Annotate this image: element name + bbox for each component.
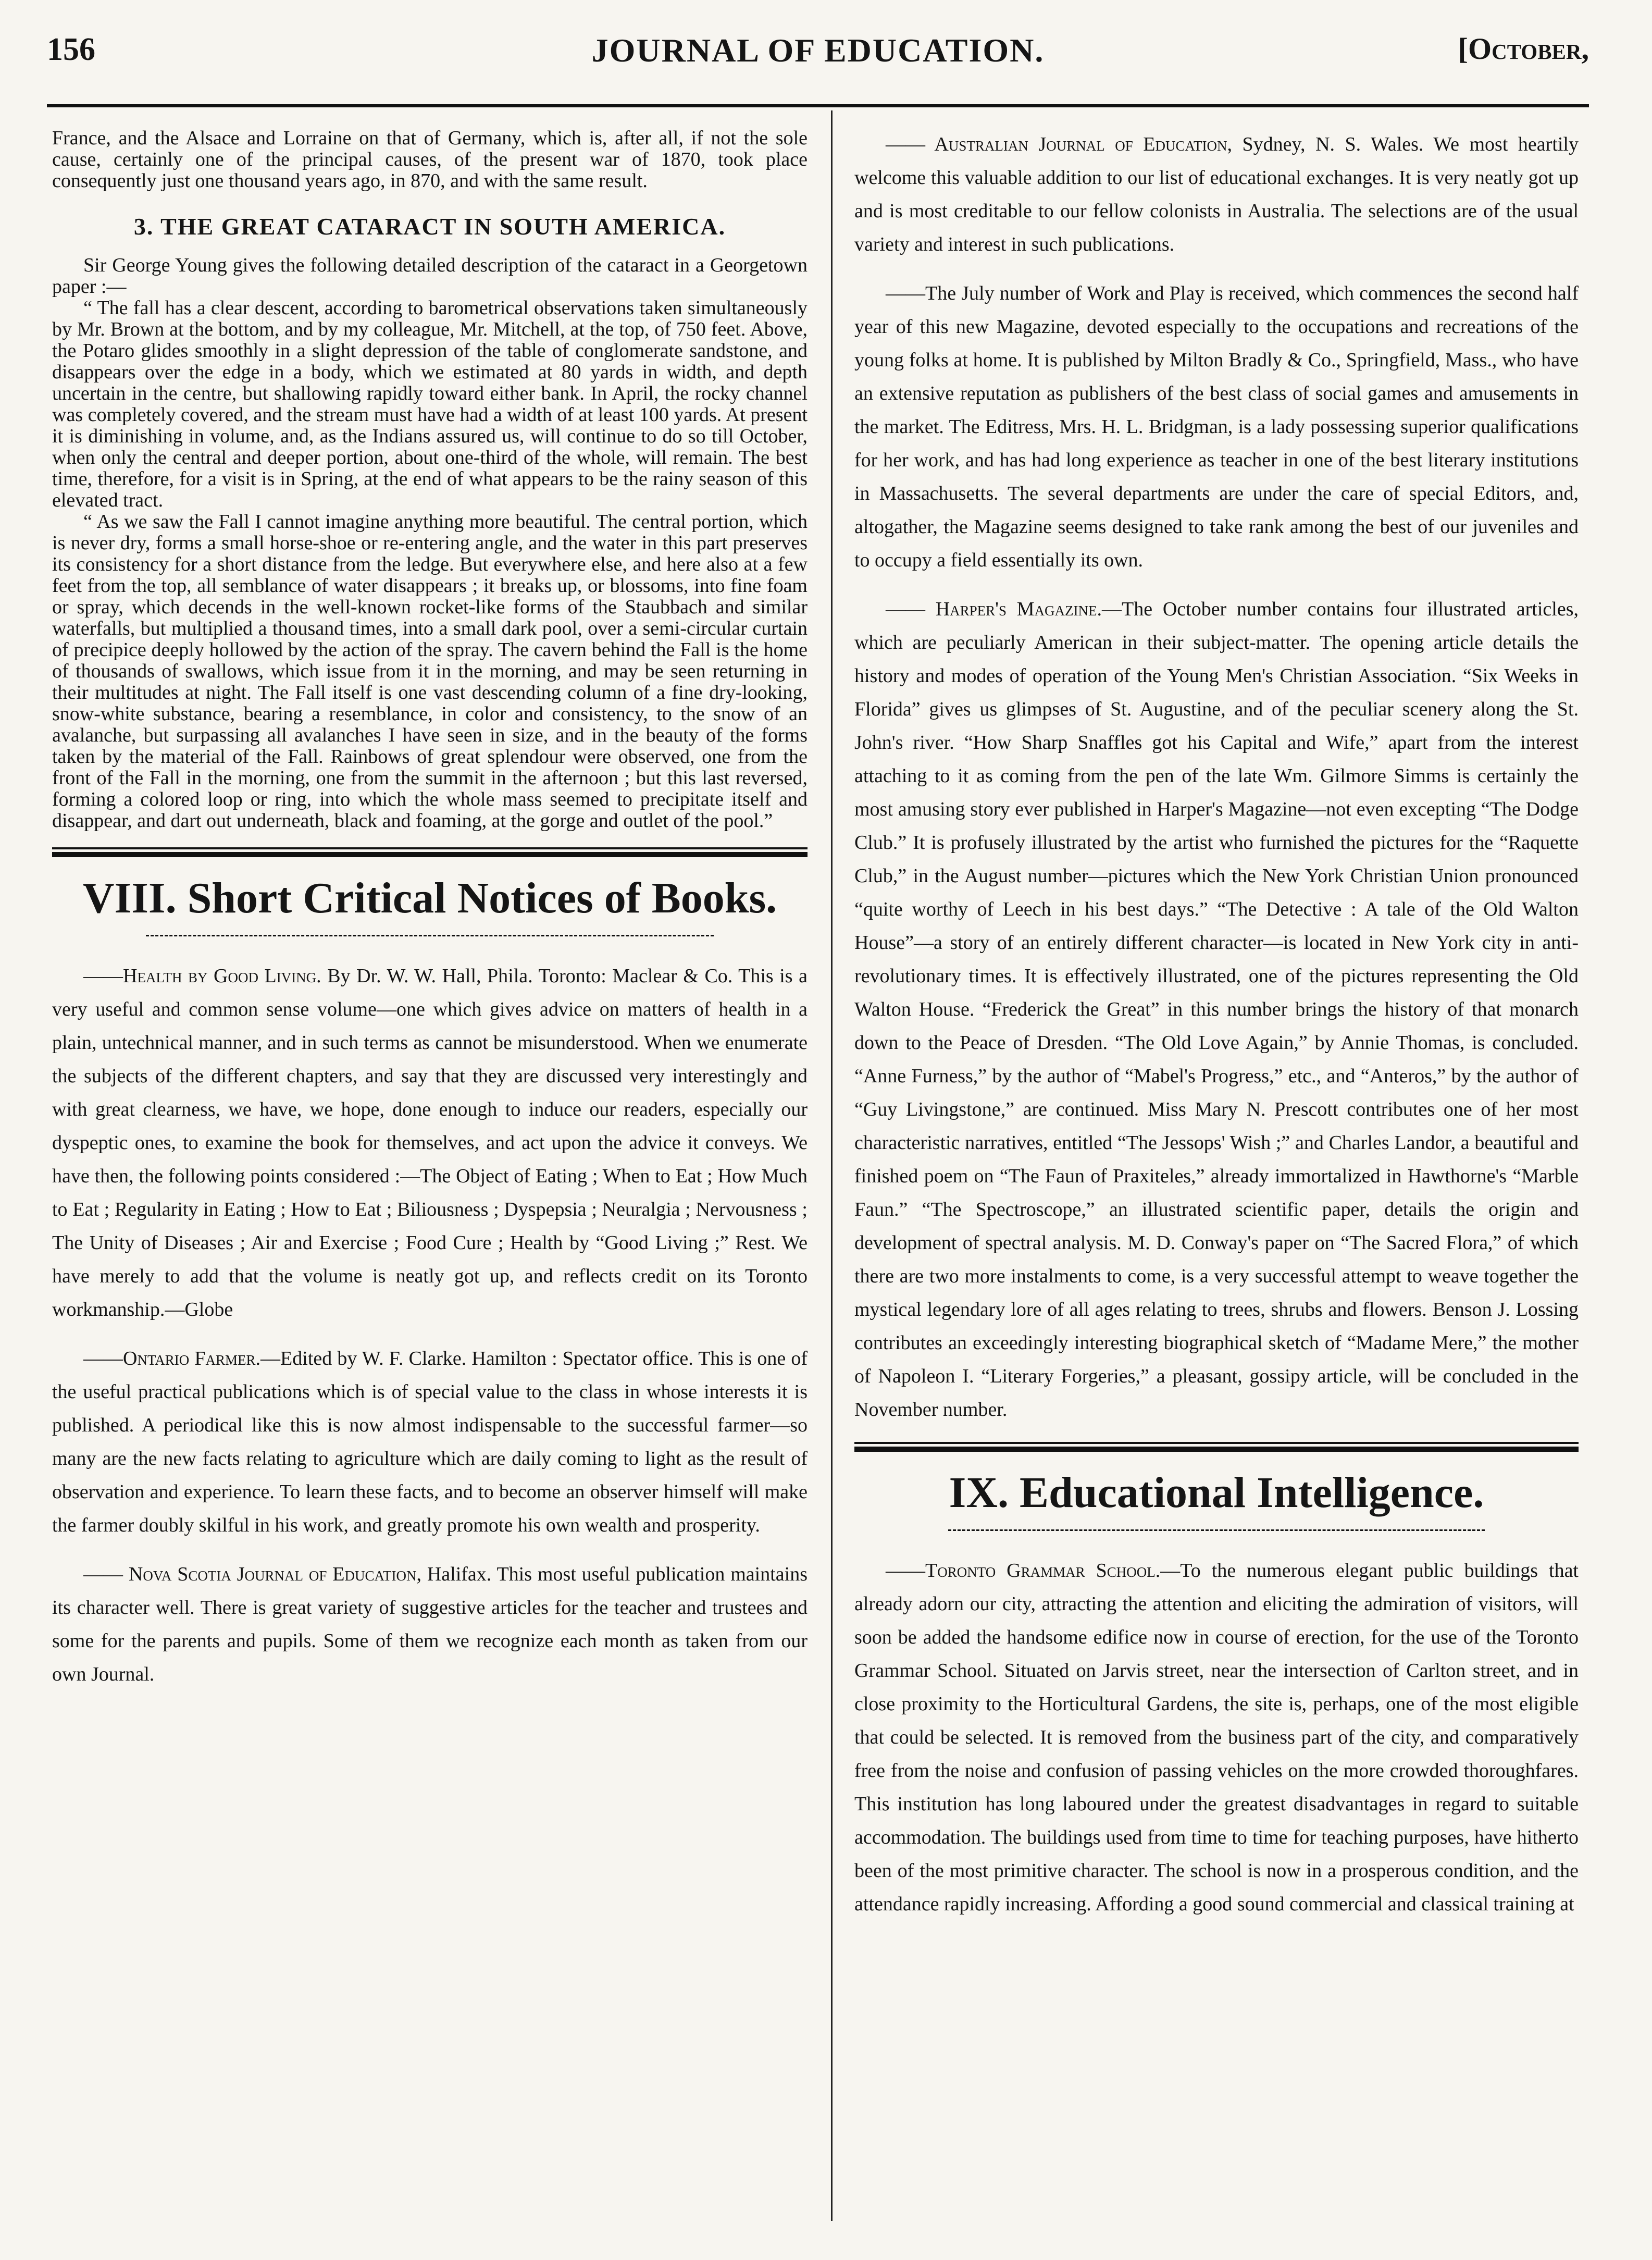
section-rule	[854, 1442, 1579, 1444]
notice-text: —To the numerous elegant public buildings that already adorn our city, attracting the attention and eliciting the admiration of visitors, will soon be added the handsome edifice now in course of erection, for the use of the Toronto Grammar School. Situated on Jarvis street, near the intersection of Carlton street, and in close proximity to the Horticultural Gardens, the site is, perhaps, one of the most eligible that could be selected. It is removed from the business part of the city, and comparatively free from the noise and confusion of passing vehicles on the more crowded thoroughfares. This institution has long laboured under the greatest disadvantages in regard to suitable accommodation. The buildings used from time to time for teaching purposes, have hitherto been of the most primitive character. The school is now in a prosperous condition, and the attendance rapidly increasing. Affording a good sound commercial and classical training at	[854, 1560, 1579, 1915]
chapter-title-viii: VIII. Short Critical Notices of Books.	[82, 874, 777, 922]
chapter-rule	[948, 1529, 1485, 1531]
notice-text: By Dr. W. W. Hall, Phila. Toronto: Maclear & Co. This is a very useful and common sense volume—one which gives advice on matters of health in a plain, untechnical manner, and in such terms as cannot be misunderstood. When we enumerate the subjects of the different chapters, and say that they are discussed very interestingly and with great clearness, we have, we hope, done enough to induce our readers, especially our dyspeptic ones, to examine the book for themselves, and act upon the advice it conveys. We have then, the following points considered :—The Object of Eating ; When to Eat ; How Much to Eat ; Regularity in Eating ; How to Eat ; Biliousness ; Dyspepsia ; Neuralgia ; Nervousness ; The Unity of Diseases ; Air and Exercise ; Food Cure ; Health by “Good Living ;” Rest. We have merely to add that the volume is neatly got up, and reflects credit on its Toronto workmanship.—Globe	[52, 965, 808, 1320]
article-body	[52, 255, 808, 832]
notice-title: ——Toronto Grammar School.	[886, 1560, 1161, 1582]
book-notice	[52, 959, 808, 1326]
chapter-title-ix: IX. Educational Intelligence.	[949, 1468, 1484, 1517]
article-heading: 3. THE GREAT CATARACT IN SOUTH AMERICA.	[133, 213, 726, 240]
chapter-rule	[146, 935, 714, 936]
page-header	[47, 21, 1589, 99]
notice-text: ——The July number of Work and Play is received, which commences the second half year of this new Magazine, devoted especially to the occupations and recreations of the young folks at home. It is published by Milton Bradly & Co., Springfield, Mass., who have an extensive reputation as publishers of the best class of social games and amusements in the market. The Editress, Mrs. H. L. Bridgman, is a lady possessing superior qualifications for her work, and has had long experience as teacher in one of the best literary institutions in Massachusetts. The several departments are under the care of special Editors, and, altogather, the Magazine seems designed to take rank among the best of our juveniles and to occupy a field essentially its own.	[854, 282, 1579, 571]
left-column	[52, 128, 808, 1707]
section-rule	[52, 847, 808, 849]
section-rule-thick	[52, 852, 808, 857]
book-notice	[854, 592, 1579, 1426]
book-notice	[854, 277, 1579, 577]
section-rule-thick	[854, 1447, 1579, 1452]
journal-title: JOURNAL OF EDUCATION.	[591, 32, 1045, 69]
notice-text: —Edited by W. F. Clarke. Hamilton : Spectator office. This is one of the useful practical publications which is of special value to the class in whose interests it is published. A periodical like this is now almost indispensable to the successful farmer—so many are the new facts relating to agriculture which are daily coming to light as the result of observation and experience. To learn these facts, and to become an observer himself will make the farmer doubly skilful in his work, and greatly promote his own wealth and prosperity.	[52, 1348, 808, 1536]
article-paragraph: “ As we saw the Fall I cannot imagine anything more beautiful. The central portion, which is never dry, forms a small horse-shoe or re-entering angle, and the water in this part preserves its consistency for a short distance from the ledge. But everywhere else, and here also at a few feet from the top, all semblance of water disappears ; it breaks up, or blossoms, into fine foam or spray, which decends in the well-known rocket-like forms of the Staubbach and similar waterfalls, but multiplied a thousand times, into a small dark pool, over a semi-circular curtain of precipice deeply hollowed by the action of the spray. The cavern behind the Fall is the home of thousands of swallows, which issue from it in the morning, and may be seen returning in their multitudes at night. The Fall itself is one vast descending column of a fine dry-looking, snow-white substance, bearing a resemblance, in color and consistency, to the snow of an avalanche, but surpassing all avalanches I have seen in size, and in the beauty of the forms taken by the material of the Fall. Rainbows of great splendour were observed, one from the front of the Fall in the morning, one from the summit in the afternoon ; but this last reversed, forming a colored loop or ring, into which the whole mass seemed to precipitate itself and disappear, and dart out underneath, black and foaming, at the gorge and outlet of the pool.”	[52, 511, 808, 832]
notice-title: —— Nova Scotia Journal of Education,	[83, 1563, 421, 1585]
column-divider	[831, 110, 833, 2221]
book-notice	[52, 1558, 808, 1691]
notice-title: ——Health by Good Living.	[83, 965, 321, 987]
notice-title: ——Ontario Farmer.	[83, 1348, 261, 1369]
notice-text: —The October number contains four illustrated articles, which are peculiarly American in their subject-matter. The opening article details the history and modes of operation of the Young Men's Christian Association. “Six Weeks in Florida” gives us glimpses of St. Augustine, and of the peculiar scenery along the St. John's river. “How Sharp Snaffles got his Capital and Wife,” apart from the interest attaching to it as coming from the pen of the late Wm. Gilmore Simms is certainly the most amusing story ever published in Harper's Magazine—not even excepting “The Dodge Club.” It is profusely illustrated by the artist who furnished the pictures for the “Raquette Club,” in the August number—pictures which the New York Christian Union pronounced “quite worthy of Leech in his best days.” “The Detective : A tale of the Old Walton House”—a story of an entirely different character—is located in New York city in anti-revolutionary times. It is effectively illustrated, one of the pictures representing the Old Walton House. “Frederick the Great” in this number brings the history of that monarch down to the Peace of Dresden. “The Old Love Again,” by Annie Thomas, is concluded. “Anne Furness,” by the author of “Mabel's Progress,” etc., and “Anteros,” by the author of “Guy Livingstone,” are continued. Miss Mary N. Prescott contributes one of her most characteristic narratives, entitled “The Jessops' Wish ;” and Charles Landor, a beautiful and finished poem on “The Faun of Praxiteles,” already immortalized in Hawthorne's “Marble Faun.” “The Spectroscope,” an illustrated scientific paper, details the origin and development of spectral analysis. M. D. Conway's paper on “The Sacred Flora,” of which there are two more instalments to come, is a very successful attempt to weave together the mystical legendary lore of all ages relating to trees, shrubs and flowers. Benson J. Lossing contributes an exceedingly interesting biographical sketch of “Madame Mere,” the mother of Napoleon I. “Literary Forgeries,” a pleasant, gossipy article, will be concluded in the November number.	[854, 598, 1579, 1421]
issue-month: [October,	[1458, 32, 1589, 66]
book-notice	[52, 1342, 808, 1542]
header-rule	[47, 104, 1589, 107]
notice-title: —— Harper's Magazine.	[886, 598, 1102, 620]
notice-title: —— Australian Journal of Education,	[886, 133, 1232, 155]
article-paragraph: Sir George Young gives the following detailed description of the cataract in a Georgetown paper :—	[52, 254, 808, 298]
intelligence-item	[854, 1554, 1579, 1921]
page-number: 156	[47, 32, 95, 67]
article-paragraph: “ The fall has a clear descent, according to barometrical observations taken simultaneously by Mr. Brown at the bottom, and by my colleague, Mr. Mitchell, at the top, of 750 feet. Above, the Potaro glides smoothly in a slight depression of the table of conglomerate sandstone, and disappears over the edge in a body, which we estimated at 80 yards in width, and depth uncertain in the centre, but shallowing rapidly toward either bank. In April, the rocky channel was completely covered, and the stream must have had a width of at least 100 yards. At present it is diminishing in volume, and, as the Indians assured us, will continue to do so till October, when only the central and deeper portion, about one-third of the whole, will remain. The best time, therefore, for a visit is in Spring, at the end of what appears to be the rainy season of this elevated tract.	[52, 297, 808, 511]
right-column	[854, 128, 1579, 1936]
notice-text: Sydney, N. S. Wales. We most heartily welcome this valuable addition to our list of educational exchanges. It is very neatly got up and is most creditable to our fellow colonists in Australia. The selections are of the usual variety and interest in such publications.	[854, 133, 1579, 255]
notice-text: Halifax. This most useful publication maintains its character well. There is great variety of suggestive articles for the teacher and trustees and some for the parents and pupils. Some of them we recognize each month as taken from our own Journal.	[52, 1563, 808, 1685]
book-notice	[854, 128, 1579, 261]
continued-paragraph: France, and the Alsace and Lorraine on that of Germany, which is, after all, if not the sole cause, certainly one of the principal causes, of the present war of 1870, took place consequently just one thousand years ago, in 870, and with the same result.	[52, 128, 808, 192]
